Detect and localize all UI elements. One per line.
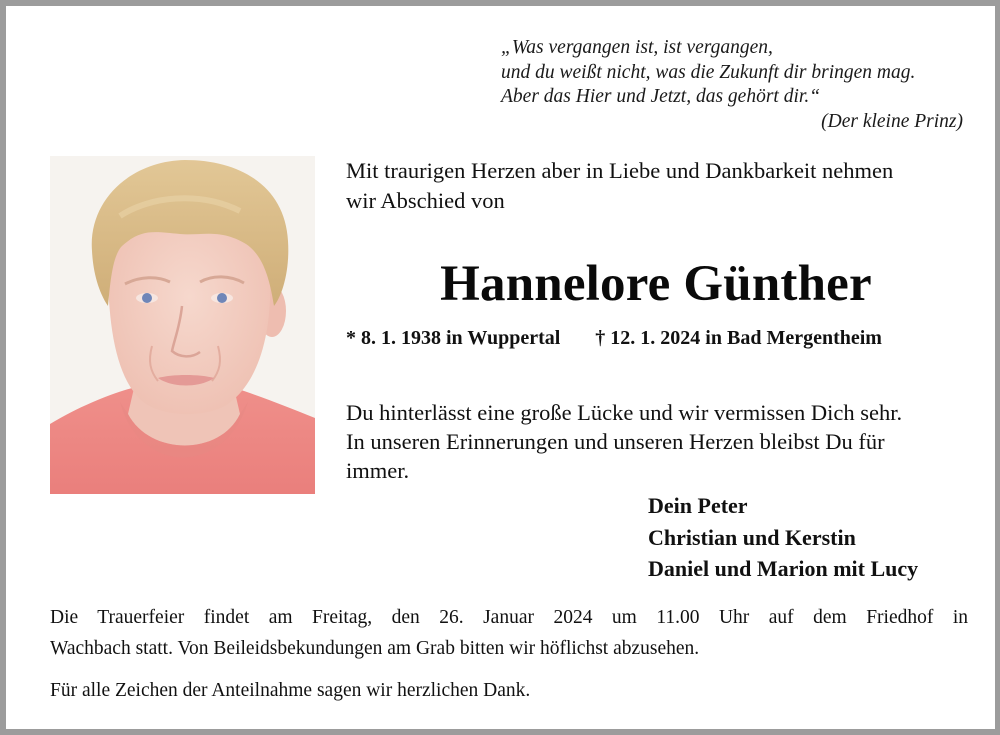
mourners-list <box>648 490 978 585</box>
quote-line: „Was vergangen ist, ist vergangen, <box>501 37 773 58</box>
life-dates <box>346 325 971 351</box>
intro-text <box>346 156 976 216</box>
quote-line: Aber das Hier und Jetzt, das gehört dir.“ <box>501 86 821 107</box>
message-line: immer. <box>346 458 410 483</box>
quote-author: (Der kleine Prinz) <box>821 110 963 132</box>
funeral-line: Wachbach statt. Von Beileidsbekundungen am Grab bitten wir höflichst abzusehen. <box>50 638 700 659</box>
portrait-image <box>50 156 315 494</box>
deceased-name: Hannelore Günther <box>440 256 872 312</box>
mourner-name: Christian und Kerstin <box>648 524 856 550</box>
farewell-message <box>346 398 971 485</box>
death-date: † 12. 1. 2024 in Bad Mergentheim <box>595 327 882 349</box>
intro-line: wir Abschied von <box>346 188 505 213</box>
funeral-line: Die Trauerfeier findet am Freitag, den 26. Januar 2024 um 11.00 Uhr auf dem Friedhof in <box>50 607 968 628</box>
message-line: In unseren Erinnerungen und unseren Herzen bleibst Du für <box>346 429 885 454</box>
thanks-note: Für alle Zeichen der Anteilnahme sagen wir herzlichen Dank. <box>50 680 531 701</box>
intro-line: Mit traurigen Herzen aber in Liebe und Dankbarkeit nehmen <box>346 158 894 183</box>
quote-line: und du weißt nicht, was die Zukunft dir bringen mag. <box>501 61 916 83</box>
funeral-info <box>50 602 968 664</box>
mourner-name: Dein Peter <box>648 493 748 518</box>
epigraph-quote <box>501 36 971 134</box>
portrait-photo <box>50 156 315 494</box>
mourner-name: Daniel und Marion mit Lucy <box>648 556 919 581</box>
message-line: Du hinterlässt eine große Lücke und wir vermissen Dich sehr. <box>346 400 903 425</box>
birth-date: * 8. 1. 1938 in Wuppertal <box>346 327 561 349</box>
